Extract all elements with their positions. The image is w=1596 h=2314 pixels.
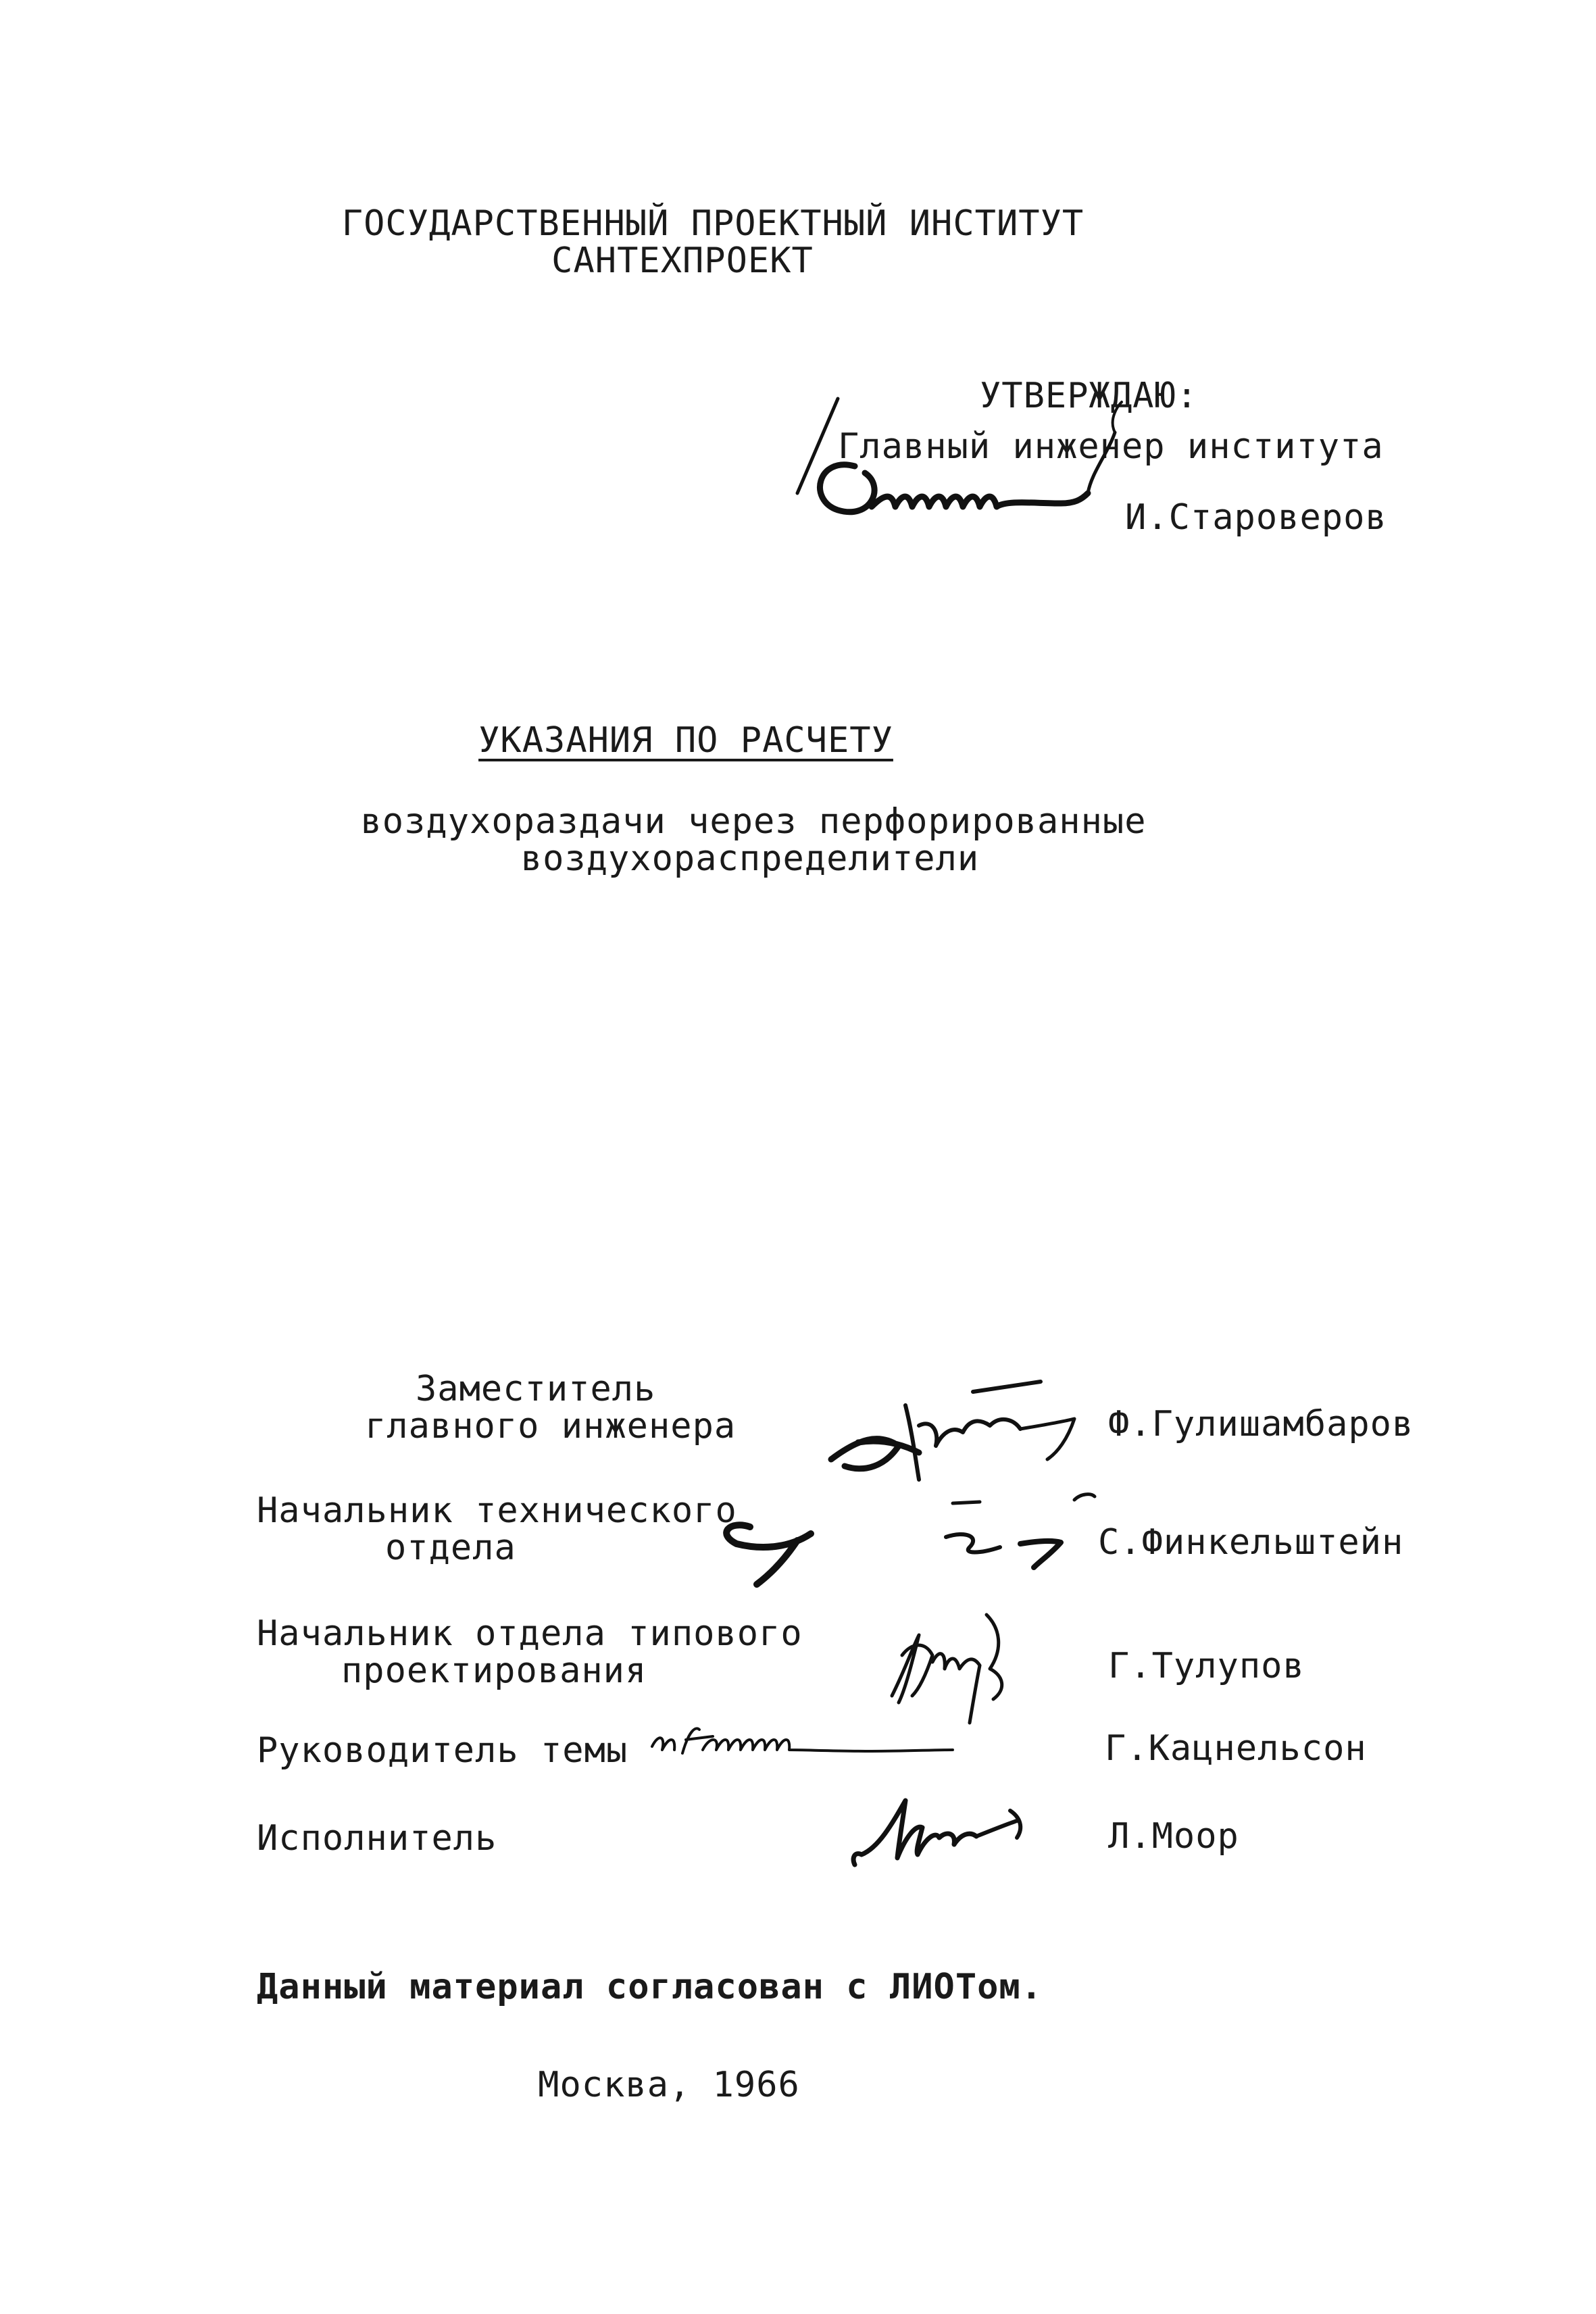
institute-abbreviation: САНТЕХПРОЕКТ: [551, 241, 814, 281]
document-subtitle-line1: воздухораздачи через перфорированные: [360, 801, 1147, 842]
signature-katsnelson: [649, 1716, 966, 1777]
signatory-name: С.Финкельштейн: [1098, 1522, 1404, 1563]
approval-name: И.Староверов: [1125, 497, 1387, 538]
signatory-role-line2: отдела: [385, 1528, 516, 1568]
signature-moor: [838, 1784, 1054, 1885]
signature-gulishambarov: [818, 1378, 1101, 1500]
place-and-year: Москва, 1966: [538, 2065, 800, 2105]
document-subtitle-line2: воздухораспределители: [520, 838, 980, 879]
signatory-role: Руководитель темы: [257, 1730, 628, 1771]
signatory-role: Заместитель: [416, 1369, 656, 1409]
signatory-name: Г.Тулупов: [1108, 1646, 1305, 1686]
signatory-name: Ф.Гулишамбаров: [1108, 1404, 1414, 1444]
signatory-name: Л.Моор: [1108, 1816, 1239, 1857]
signature-finkelshtein-second: [926, 1490, 1101, 1578]
signatory-role: Начальник отдела типового: [257, 1613, 803, 1654]
agreement-note: Данный материал согласован с ЛИОТом.: [257, 1967, 1043, 2007]
signature-finkelshtein: [703, 1486, 838, 1594]
signatory-name: Г.Кацнельсон: [1105, 1728, 1367, 1769]
signatory-role-line2: проектирования: [341, 1651, 647, 1691]
document-title: УКАЗАНИЯ ПО РАСЧЕТУ: [478, 720, 893, 761]
signatory-role: Начальник технического: [257, 1490, 737, 1531]
approval-position: Главный инженер института: [838, 426, 1384, 467]
signatory-role-line2: главного инженера: [365, 1406, 737, 1447]
institute-name: ГОСУДАРСТВЕННЫЙ ПРОЕКТНЫЙ ИНСТИТУТ: [341, 203, 1084, 244]
approval-signature: [791, 392, 1128, 540]
approval-heading: УТВЕРЖДАЮ:: [980, 376, 1199, 416]
signatory-role: Исполнитель: [257, 1818, 497, 1859]
